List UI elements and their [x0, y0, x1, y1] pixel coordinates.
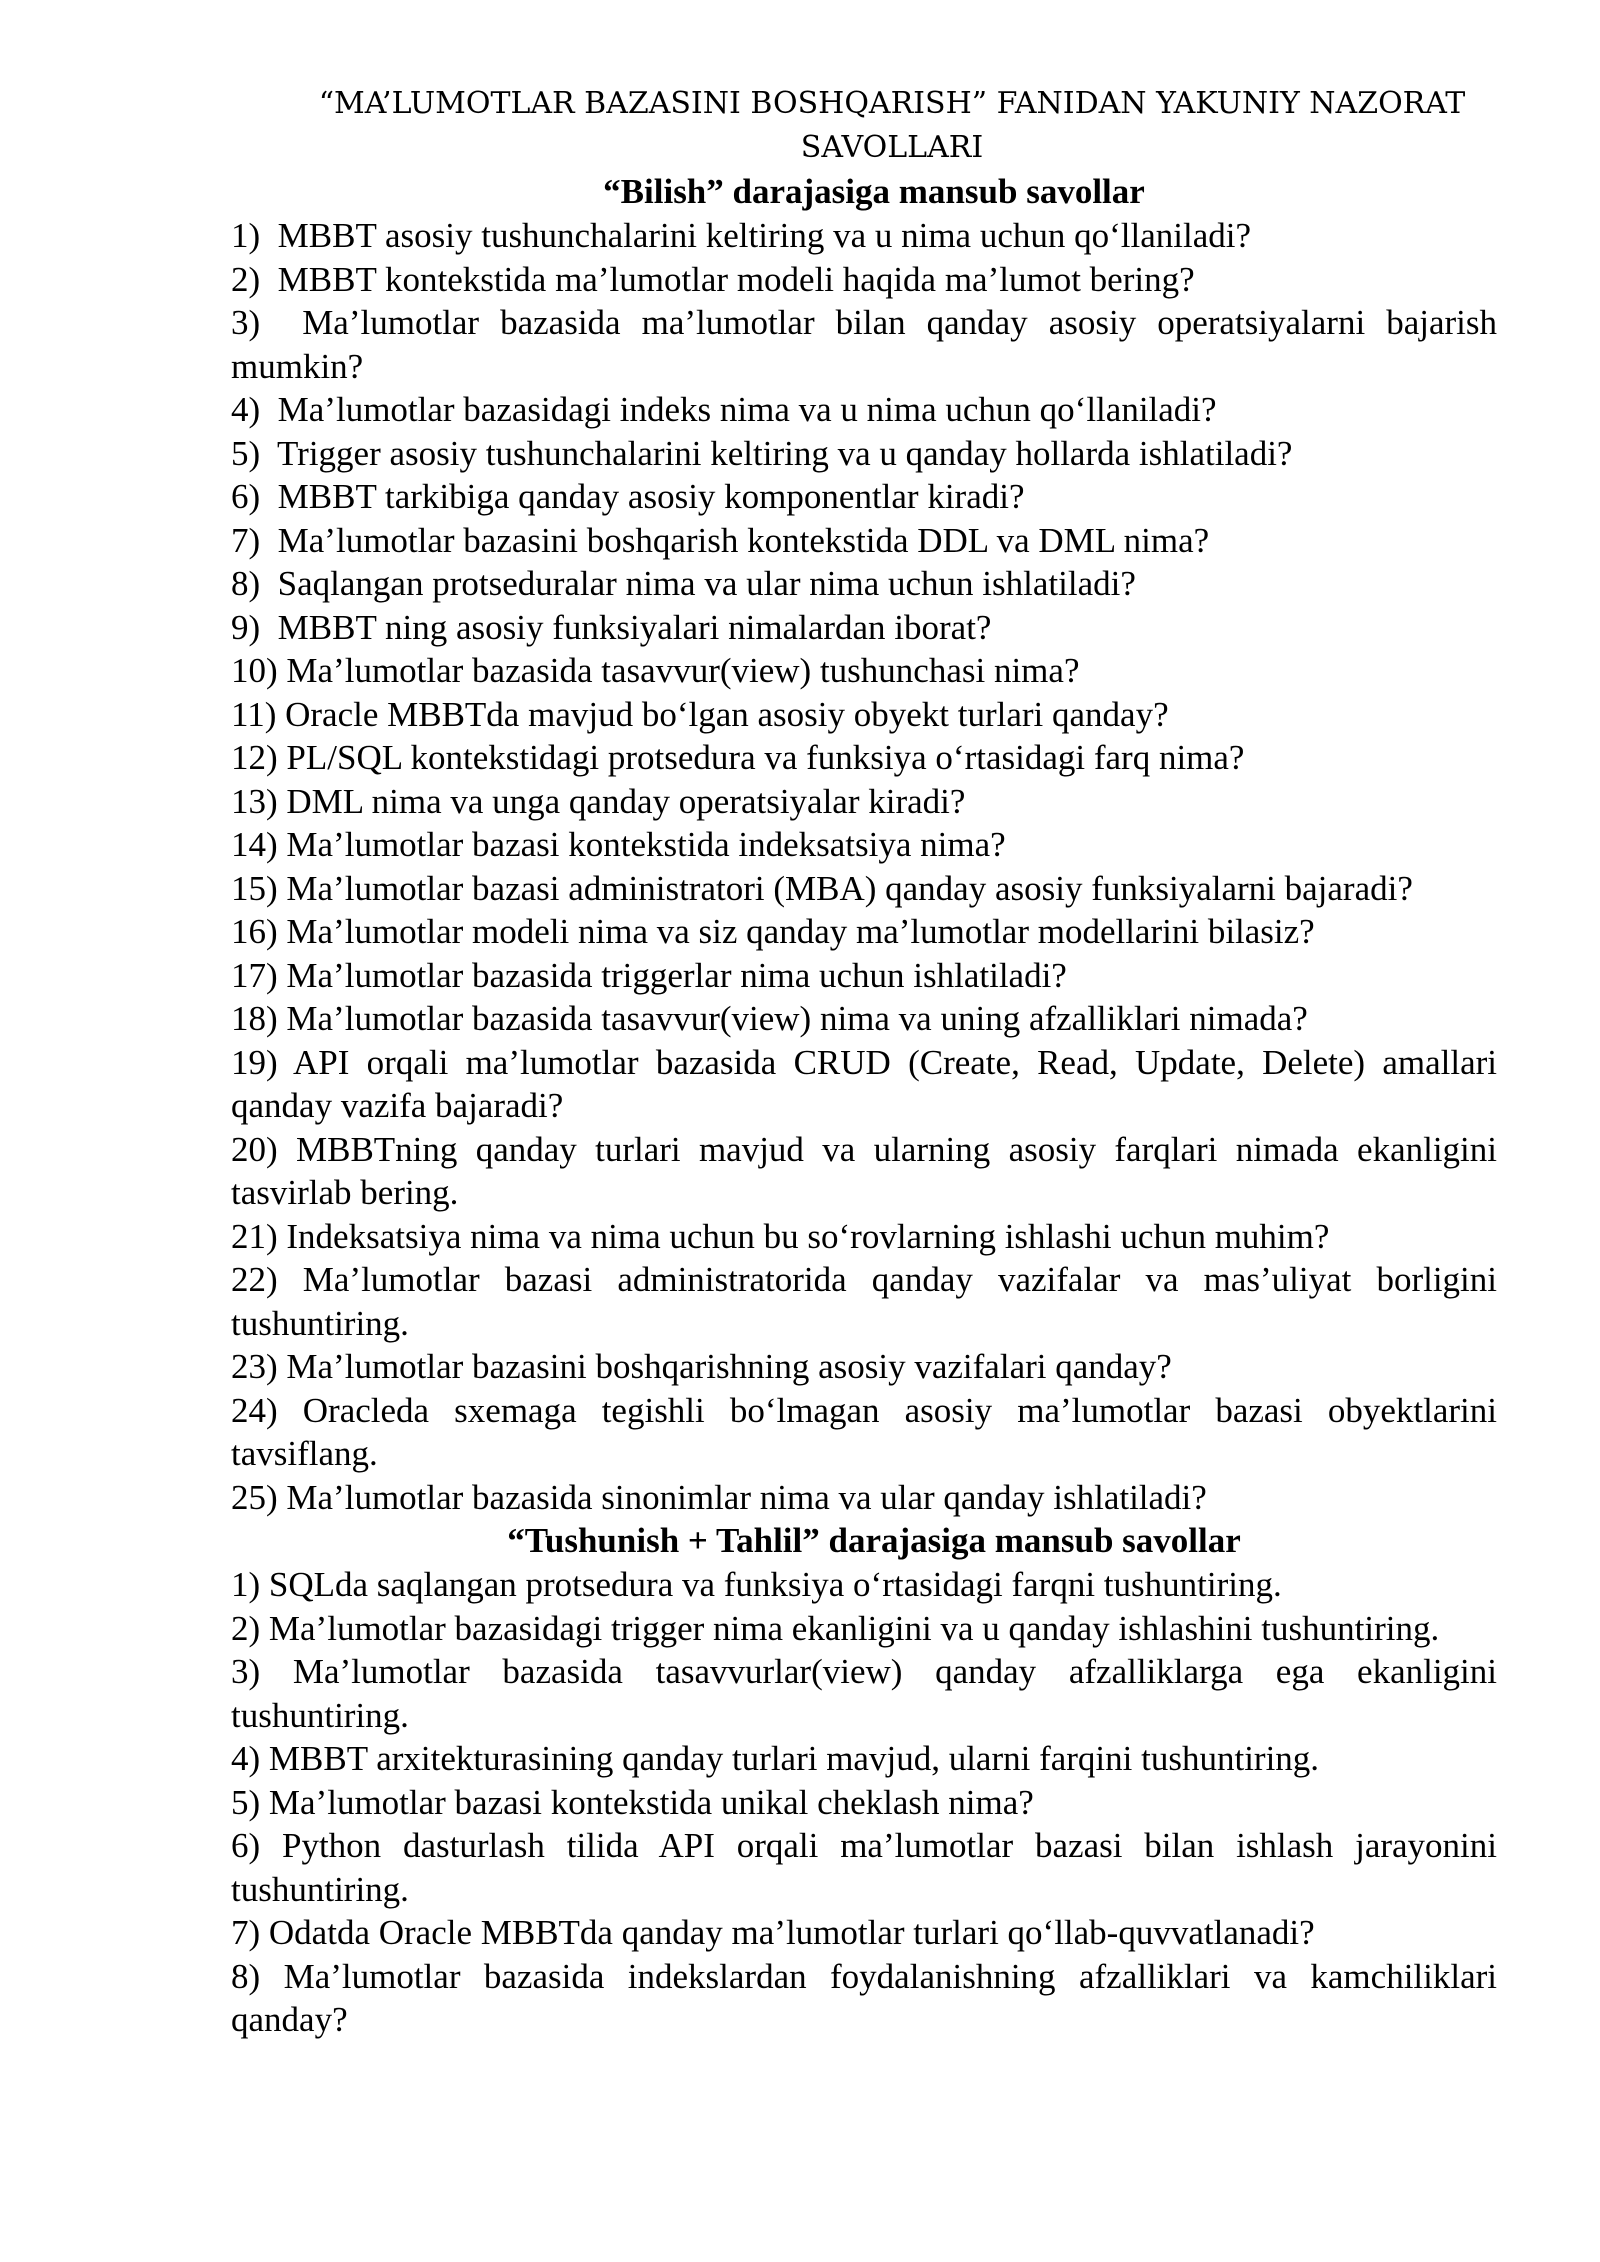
question-number: 7)	[231, 1913, 269, 1952]
question-text: Oracleda sxemaga tegishli bo‘lmagan asosiy ma’lumotlar bazasi obyektlarini tavsiflang.	[231, 1390, 1498, 1473]
question-list-bilish	[231, 214, 1497, 1519]
question-number: 3)	[231, 1652, 293, 1691]
question-item	[231, 693, 1497, 737]
question-number: 16)	[231, 912, 287, 951]
question-number: 6)	[231, 1826, 282, 1865]
question-number: 8)	[231, 564, 278, 603]
question-text: MBBT asosiy tushunchalarini keltiring va u nima uchun qo‘llaniladi?	[277, 216, 1252, 255]
question-item	[231, 954, 1497, 998]
question-number: 3)	[231, 303, 303, 342]
question-text: Ma’lumotlar bazasi administratorida qanday vazifalar va mas’uliyat borligini tushuntiring.	[231, 1260, 1497, 1343]
question-number: 11)	[231, 694, 286, 734]
question-number: 10)	[231, 651, 287, 690]
question-number: 5)	[231, 433, 278, 473]
question-text: MBBT ning asosiy funksiyalari nimalardan iborat?	[277, 607, 992, 647]
question-text: MBBT kontekstida ma’lumotlar modeli haqida ma’lumot bering?	[277, 259, 1195, 299]
question-number: 1)	[231, 1565, 269, 1604]
question-text: Saqlangan protseduralar nima va ular nima uchun ishlatiladi?	[277, 564, 1136, 603]
question-text: Ma’lumotlar bazasi kontekstida unikal cheklash nima?	[268, 1782, 1034, 1822]
question-number: 13)	[231, 781, 287, 821]
question-item	[231, 1389, 1497, 1476]
question-text: Ma’lumotlar bazasini boshqarishning asosiy vazifalari qanday?	[286, 1347, 1172, 1386]
question-text: Ma’lumotlar modeli nima va siz qanday ma’lumotlar modellarini bilasiz?	[286, 912, 1315, 951]
question-item	[231, 1041, 1497, 1128]
question-number: 18)	[231, 999, 287, 1038]
question-number: 7)	[231, 520, 278, 560]
question-item	[231, 1607, 1497, 1651]
question-number: 23)	[231, 1347, 287, 1386]
question-number: 4)	[231, 1739, 269, 1778]
question-text: Ma’lumotlar bazasi kontekstida indeksatsiya nima?	[286, 825, 1006, 864]
question-item	[231, 258, 1497, 302]
question-text: Odatda Oracle MBBTda qanday ma’lumotlar turlari qo‘llab-quvvatlanadi?	[268, 1913, 1315, 1952]
question-text: Trigger asosiy tushunchalarini keltiring va u qanday hollarda ishlatiladi?	[277, 433, 1293, 473]
question-item	[231, 1345, 1497, 1389]
question-number: 2)	[231, 259, 278, 299]
question-text: Ma’lumotlar bazasida sinonimlar nima va ular qanday ishlatiladi?	[286, 1477, 1207, 1517]
question-text: Ma’lumotlar bazasini boshqarish kontekstida DDL va DML nima?	[277, 520, 1210, 560]
question-item	[231, 1955, 1497, 2042]
question-item	[231, 780, 1497, 824]
question-item	[231, 1650, 1497, 1737]
question-item	[231, 1781, 1497, 1825]
question-text: MBBT arxitekturasining qanday turlari mavjud, ularni farqini tushuntiring.	[268, 1739, 1320, 1778]
question-item	[231, 649, 1497, 693]
document-title-line-2: SAVOLLARI	[800, 130, 984, 165]
question-item	[231, 301, 1497, 388]
question-number: 20)	[231, 1129, 296, 1169]
question-text: SQLda saqlangan protsedura va funksiya o‘rtasidagi farqni tushuntiring.	[268, 1565, 1282, 1604]
question-item	[231, 867, 1497, 911]
question-text: Ma’lumotlar bazasida tasavvur(view) tushunchasi nima?	[286, 651, 1080, 690]
question-text: PL/SQL kontekstidagi protsedura va funksiya o‘rtasidagi farq nima?	[286, 738, 1245, 777]
question-text: Ma’lumotlar bazasidagi trigger nima ekanligini va u qanday ishlashini tushuntiring.	[268, 1608, 1440, 1648]
question-item	[231, 823, 1497, 867]
question-text: Indeksatsiya nima va nima uchun bu so‘rovlarning ishlashi uchun muhim?	[286, 1216, 1330, 1256]
question-number: 21)	[231, 1216, 287, 1256]
question-text: Ma’lumotlar bazasida triggerlar nima uchun ishlatiladi?	[286, 955, 1067, 995]
question-number: 12)	[231, 738, 287, 777]
question-number: 15)	[231, 868, 287, 908]
question-item	[231, 1563, 1497, 1607]
question-number: 17)	[231, 955, 287, 995]
question-item	[231, 214, 1497, 258]
question-text: API orqali ma’lumotlar bazasida CRUD (Create, Read, Update, Delete) amallari qanday vazifa bajaradi?	[231, 1042, 1497, 1125]
question-text: DML nima va unga qanday operatsiyalar kiradi?	[286, 781, 966, 821]
question-number: 14)	[231, 825, 287, 864]
question-item	[231, 562, 1497, 606]
question-number: 19)	[231, 1042, 293, 1082]
document-title-line-1: “MA’LUMOTLAR BAZASINI BOSHQARISH” FANIDAN YAKUNIY NAZORAT	[318, 86, 1466, 121]
question-text: Ma’lumotlar bazasida ma’lumotlar bilan qanday asosiy operatsiyalarni bajarish mumkin?	[231, 303, 1497, 386]
question-list-tushunish-tahlil	[231, 1563, 1497, 2042]
question-number: 24)	[231, 1390, 303, 1430]
question-number: 22)	[231, 1260, 303, 1299]
question-number: 5)	[231, 1782, 269, 1822]
question-item	[231, 736, 1497, 780]
question-text: Ma’lumotlar bazasida tasavvur(view) nima va uning afzalliklari nimada?	[286, 999, 1308, 1038]
question-item	[231, 1824, 1497, 1911]
document-page	[231, 82, 1497, 2042]
question-item	[231, 1476, 1497, 1520]
question-number: 25)	[231, 1477, 287, 1517]
question-item	[231, 1258, 1497, 1345]
question-number: 9)	[231, 607, 278, 647]
question-number: 4)	[231, 390, 278, 429]
question-item	[231, 997, 1497, 1041]
question-text: Ma’lumotlar bazasidagi indeks nima va u nima uchun qo‘llaniladi?	[277, 390, 1217, 429]
question-text: Ma’lumotlar bazasi administratori (MBA) qanday asosiy funksiyalarni bajaradi?	[286, 868, 1413, 908]
question-item	[231, 432, 1497, 476]
question-text: Ma’lumotlar bazasida tasavvurlar(view) qanday afzalliklarga ega ekanligini tushuntiring.	[231, 1652, 1498, 1735]
question-text: MBBTning qanday turlari mavjud va ularning asosiy farqlari nimada ekanligini tasvirlab bering.	[231, 1129, 1498, 1212]
section-heading-tushunish-tahlil: “Tushunish + Tahlil” darajasiga mansub savollar	[507, 1521, 1241, 1560]
question-item	[231, 606, 1497, 650]
question-number: 1)	[231, 216, 278, 255]
question-text: Oracle MBBTda mavjud bo‘lgan asosiy obyekt turlari qanday?	[285, 694, 1169, 734]
question-item	[231, 1737, 1497, 1781]
document-title	[231, 82, 1497, 170]
question-item	[231, 1128, 1497, 1215]
question-text: Ma’lumotlar bazasida indekslardan foydalanishning afzalliklari va kamchiliklari qanday?	[231, 1956, 1498, 2039]
question-number: 6)	[231, 477, 278, 516]
question-item	[231, 1911, 1497, 1955]
question-number: 8)	[231, 1956, 284, 1996]
question-number: 2)	[231, 1608, 269, 1648]
question-item	[231, 910, 1497, 954]
question-item	[231, 388, 1497, 432]
question-text: Python dasturlash tilida API orqali ma’lumotlar bazasi bilan ishlash jarayonini tushuntiring.	[231, 1826, 1498, 1909]
section-heading-bilish: “Bilish” darajasiga mansub savollar	[603, 172, 1145, 211]
question-item	[231, 519, 1497, 563]
question-item	[231, 1215, 1497, 1259]
question-text: MBBT tarkibiga qanday asosiy komponentlar kiradi?	[277, 477, 1025, 516]
question-item	[231, 475, 1497, 519]
